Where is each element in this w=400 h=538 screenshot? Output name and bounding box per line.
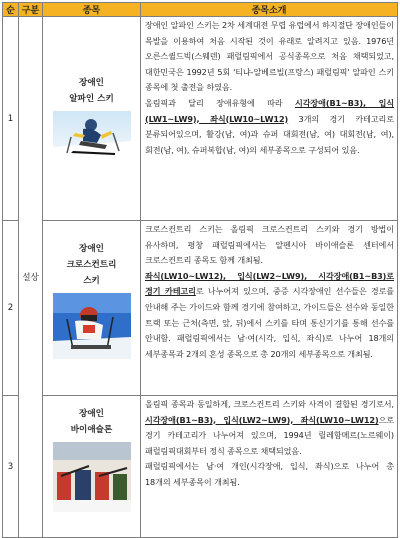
header-category: 구분 — [19, 3, 43, 17]
row-number: 2 — [3, 221, 19, 396]
header-num: 순 — [3, 3, 19, 17]
description-cell — [141, 396, 398, 538]
header-description: 종목소개 — [141, 3, 398, 17]
table-row — [3, 221, 398, 396]
classification-highlight: 좌식(LW10~LW12), 입식(LW2~LW9), 시각장애(B1~B3)로 경기 카테고리 — [145, 270, 394, 297]
para-alpine-sit-skier-photo — [53, 111, 131, 159]
event-description: 올림픽 종목과 동일하게, 크로스컨트리 스키와 사격이 결합된 경기로서, 시각장애(B1~B3), 입식(LW2~LW9), 좌식(LW10~LW12)으로 경기 카테고리가 나누어져 있으며, 1994년 릴레함메르(노르웨이) 패럴림픽대회부터 정식 종목으로 채택되었음. 패럴림픽에서는 남·여 개인(시각장애, 입식, 좌식)으로 나누어 총 18개의 세부종목이 개최됨. — [145, 399, 394, 487]
event-name-cell — [43, 17, 141, 221]
row-number: 1 — [3, 17, 19, 221]
event-description: 장애인 알파인 스키는 2차 세계대전 무렵 유럽에서 하지절단 장애인들이 목발을 이용하여 처음 시작된 것이 유래로 알려지고 있음. 1976년 오른스퀼드빅(스웨덴) 패럴림픽에서 공식종목으로 처음 채택되었고, 대한민국은 1992년 5회 '티냐-알베르빌(프랑스) 패럴림픽' 알파인 스키 종목에 첫 출전을 하였음. 올림픽과 달리 장애유형에 따라 시각장애(B1~B3), 입식(LW1~LW9), 좌식(LW10~LW12) 3개의 경기 카테고리로 분류되어있으며, 활강(남, 여)과 슈퍼 대회전(남, 여) 대회전(남, 여), 회전(남, 여), 슈퍼복합(남, 여)의 세부종목으로 구성되어 있음. — [145, 20, 395, 155]
header-event: 종목 — [43, 3, 141, 17]
table-row — [3, 396, 398, 538]
event-name: 장애인 크로스컨트리 스키 — [66, 244, 117, 286]
event-name: 장애인 바이애슬론 — [70, 409, 113, 435]
table-row — [3, 17, 398, 221]
para-cross-country-skier-photo — [53, 293, 131, 359]
para-biathlon-shooting-photo — [53, 442, 131, 512]
event-name: 장애인 알파인 스키 — [69, 78, 114, 104]
classification-highlight: 시각장애(B1~B3), 입식(LW2~LW9), 좌식(LW10~LW12) — [145, 414, 379, 425]
row-number: 3 — [3, 396, 19, 538]
classification-highlight: 시각장애(B1~B3), 입식(LW1~LW9), 좌식(LW10~LW12) — [145, 97, 395, 124]
event-name-cell — [43, 221, 141, 396]
header-row — [3, 3, 398, 17]
event-name-cell — [43, 396, 141, 538]
sports-table — [2, 2, 398, 538]
description-cell — [141, 17, 398, 221]
description-cell — [141, 221, 398, 396]
category-cell: 설상 — [19, 17, 43, 538]
event-description: 크로스컨트리 스키는 올림픽 크로스컨트리 스키와 경기 방법이 유사하며, 평창 패럴림픽에서는 알펜시아 바이애슬론 센터에서 크로스컨트리 종목도 함께 개최됨. 좌식(LW10~LW12), 입식(LW2~LW9), 시각장애(B1~B3)로 경기 카테고리로 나누어져 있으며, 중증 시각장애인 선수들은 경로를 안내해 주는 가이드와 함께 경기에 참여하고, 가이드들은 선수와 동일한 트랙 또는 근처(측면, 앞, 뒤)에서 스키를 타며 통신기기를 통해 선수를 안내함. 패럴림픽에서는 남·여(시각, 입식, 좌식)로 나누어 18개의 세부종목과 2개의 혼성 종목으로 총 20개의 세부종목으로 개최됨. — [145, 224, 395, 359]
